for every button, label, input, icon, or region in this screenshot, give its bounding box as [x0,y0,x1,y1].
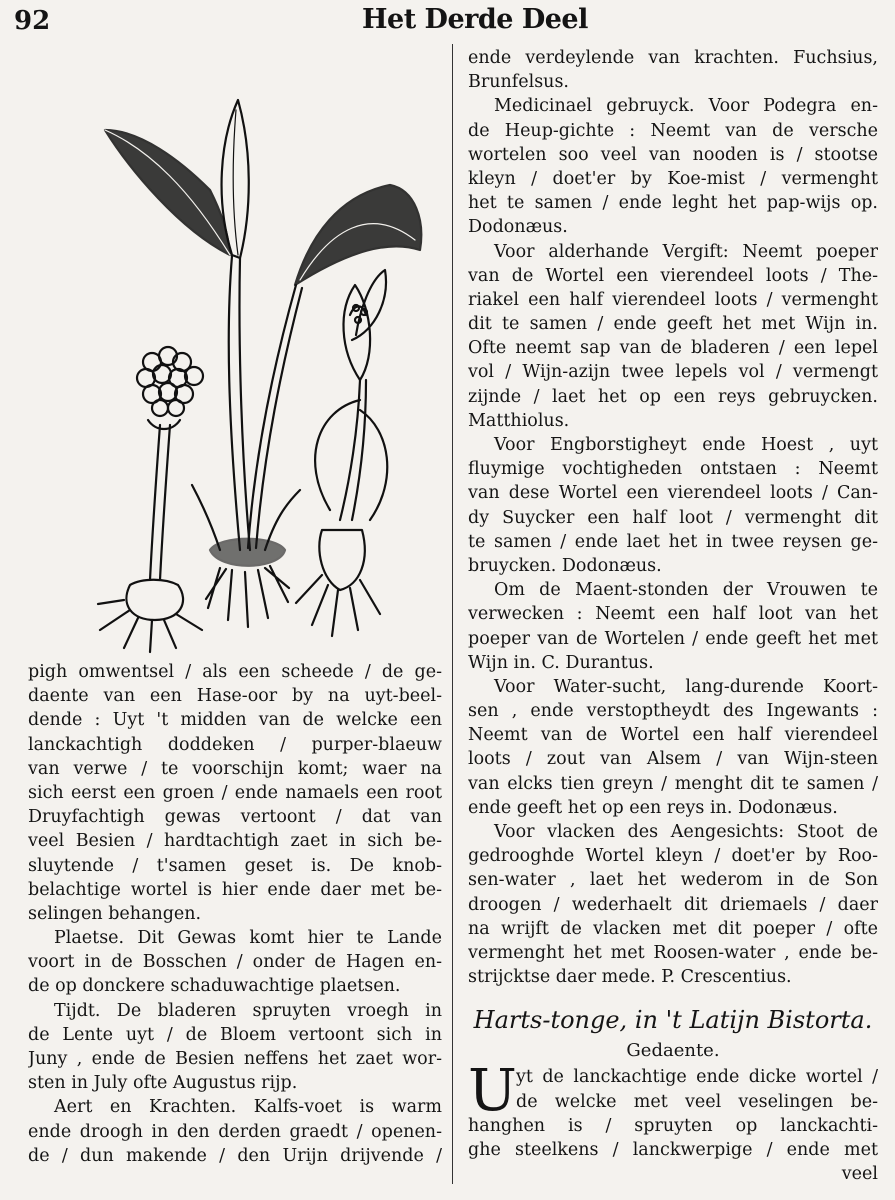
text-line: Plaetse. Dit Gewas komt hier te Lande [54,928,442,949]
text-line: Juny , ende de Besien neffens het zaet wor- [28,1049,442,1069]
text-line: de welcke met veel veselingen be- [516,1091,878,1112]
text-line: van verwe / te voorschijn komt; waer na [28,758,442,779]
text-line: lanckachtigh doddeken / purper-blaeuw [28,734,442,755]
text-line: dit te samen / ende geeft het met Wijn in. [468,314,878,335]
text-line: loots / zout van Alsem / van Wijn-steen [468,749,878,770]
text-line: Brunfelsus. [468,72,569,93]
text-line: voort in de Bosschen / onder de Hagen en- [28,952,442,973]
page-header [0,0,895,40]
text-line: hanghen is / spruyten op lanckachti- [468,1115,878,1136]
text-line: van elcks tien greyn / menght dit te samen / [468,773,878,794]
text-line: vol / Wijn-azijn twee lepels vol / vermengt [468,362,878,383]
text-line: Voor Water-sucht, lang-durende Koort- [494,676,878,697]
text-line: Medicinael gebruyck. Voor Podegra en- [494,96,878,117]
text-line: de Lente uyt / de Bloem vertoont sich in [28,1024,442,1045]
section-subheading: Gedaente. [626,1040,720,1062]
text-line: van dese Wortel een vierendeel loots / Can- [468,483,878,504]
text-line: daente van een Hase-oor by na uyt-beel- [28,686,442,707]
text-line: Dodonæus. [468,217,568,238]
text-line: bruycken. Dodonæus. [468,555,662,576]
text-line: van de Wortel een vierendeel loots / The- [468,265,878,286]
text-line: wortelen soo veel van nooden is / stootse [468,144,878,165]
text-line: pigh omwentsel / als een scheede / de ge- [28,662,442,682]
text-line: te samen / ende laet het in twee reysen ge- [468,531,878,552]
text-line: Voor vlacken des Aengesichts: Stoot de [494,822,878,842]
text-line: kleyn / doet'er by Koe-mist / vermenght [468,168,878,189]
text-line: belachtige wortel is hier ende daer met be- [28,879,442,900]
section-paragraph [468,1056,878,1186]
text-line: ende verdeylende van krachten. Fuchsius, [468,48,878,68]
text-line: sich eerst een groen / ende namaels een root [28,782,442,803]
section-title: Harts-tonge, in 't Latijn Bistorta. [473,1006,873,1035]
text-line: ende geeft het op een reys in. Dodonæus. [468,797,838,818]
text-line: poeper van de Wortelen / ende geeft het met [468,628,878,649]
text-line: droogen / wederhaelt dit driemaels / daer [468,894,878,915]
text-line: Voor alderhande Vergift: Neemt poeper [494,241,878,262]
text-line: ende droogh in den derden graedt / openen- [28,1121,442,1142]
text-line: Om de Maent-stonden der Vrouwen te [494,580,878,601]
text-line: Tijdt. De bladeren spruyten vroegh in [54,1000,442,1021]
text-line: Ofte neemt sap van de bladeren / een lepel [468,338,878,359]
text-line: sen , ende verstoptheydt des Ingewants : [468,701,878,722]
running-title: Het Derde Deel [362,4,588,35]
text-line: sluytende / t'samen geset is. De knob- [28,855,442,876]
catchword: veel [841,1164,878,1185]
text-line: Aert en Krachten. Kalfs-voet is warm [54,1097,442,1118]
text-line: riakel een half vierendeel loots / vermenght [468,289,878,310]
drop-cap: U [468,1056,517,1125]
text-line: de op donckere schaduwachtige plaetsen. [28,976,401,997]
text-line: Neemt van de Wortel een half vierendeel [468,725,878,746]
text-line: strijcktse daer mede. P. Crescentius. [468,967,792,988]
text-line: yt de lanckachtige ende dicke wortel / [516,1067,878,1088]
text-line: de / dun makende / den Urijn drijvende / [28,1145,442,1166]
text-line: het te samen / ende leght het pap-wijs op. [468,193,878,214]
text-line: de Heup-gichte : Neemt van de versche [468,120,878,141]
column-divider [452,44,453,1184]
left-column [28,660,442,1168]
text-line: zijnde / laet het op een reys gebruycken. [468,386,878,407]
plant-woodcut-illustration [60,80,440,655]
text-line: Voor Engborstigheyt ende Hoest , uyt [494,435,878,455]
right-column [468,46,878,1186]
text-line: na wrijft de vlacken met dit poeper / ofte [468,918,878,939]
text-line: sen-water , laet het wederom in de Son [468,870,878,891]
text-line: ghe steelkens / lanckwerpige / ende met [468,1139,878,1160]
text-line: fluymige vochtigheden ontstaen : Neemt [468,459,878,480]
text-line: vermenght het met Roosen-water , ende be- [468,942,878,963]
text-line: selingen behangen. [28,903,202,924]
text-line: Matthiolus. [468,410,570,431]
text-line: Druyfachtigh gewas vertoont / dat van [28,807,442,828]
text-line: verwecken : Neemt een half loot van het [468,604,878,625]
text-line: gedrooghde Wortel kleyn / doet'er by Roo- [468,846,878,867]
text-line: Wijn in. C. Durantus. [468,652,654,673]
text-line: sten in July ofte Augustus rijp. [28,1073,298,1094]
text-line: dy Suycker een half loot / vermenght dit [468,507,878,528]
page-number: 92 [14,6,51,36]
text-line: veel Besien / hardtachtigh zaet in sich be- [28,831,442,852]
text-line: dende : Uyt 't midden van de welcke een [28,710,442,731]
